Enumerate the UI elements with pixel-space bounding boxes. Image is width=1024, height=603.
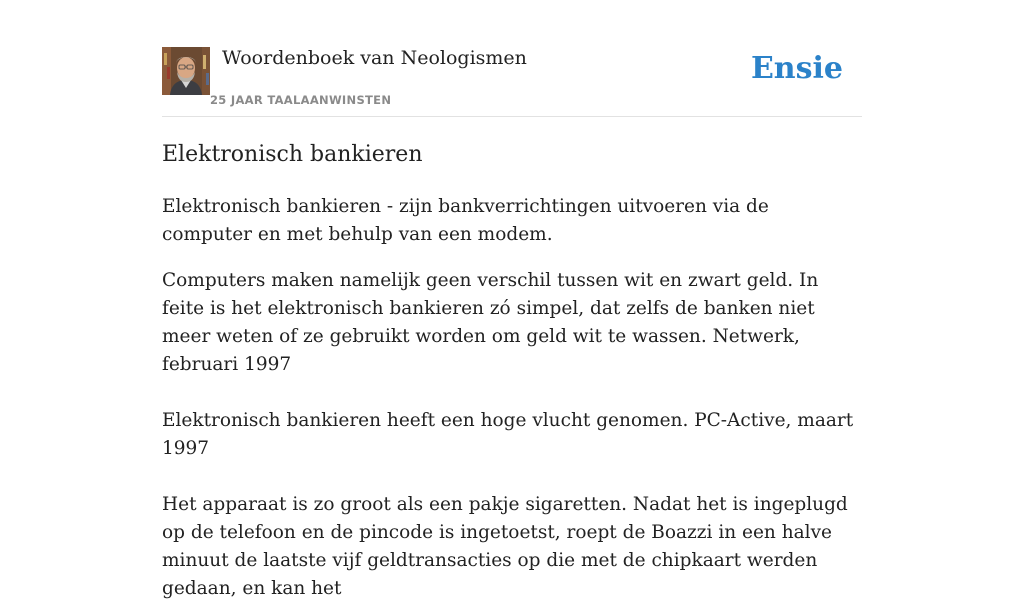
site-title[interactable]: Woordenboek van Neologismen [222,47,527,69]
quote-spacer [162,379,862,407]
site-subtitle: 25 JAAR TAALAANWINSTEN [210,93,392,107]
author-avatar-icon [162,47,210,95]
ensie-logo[interactable]: Ensie [750,51,843,86]
definition: Elektronisch bankieren - zijn bankverrichtingen uitvoeren via de computer en met behulp van een modem. [162,196,769,245]
page-title: Elektronisch bankieren [162,142,423,167]
quote: Het apparaat is zo groot als een pakje sigaretten. Nadat het is ingeplugd op de telefoon en de pincode is ingetoetst, roept de Boazzi in een halve minuut de laatste vijf geldtransacties op die met de chipkaart werden gedaan, en kan het [162,494,848,599]
avatar[interactable] [162,47,210,95]
quotes [162,267,862,603]
quote: Elektronisch bankieren heeft een hoge vlucht genomen. PC-Active, maart 1997 [162,410,854,459]
quote-spacer [162,463,862,491]
site-header [162,46,862,117]
article [162,140,862,603]
quote: Computers maken namelijk geen verschil tussen wit en zwart geld. In feite is het elektronisch bankieren zó simpel, dat zelfs de banken niet meer weten of ze gebruikt worden om geld wit te wassen. Netwerk, februari 1997 [162,270,819,375]
